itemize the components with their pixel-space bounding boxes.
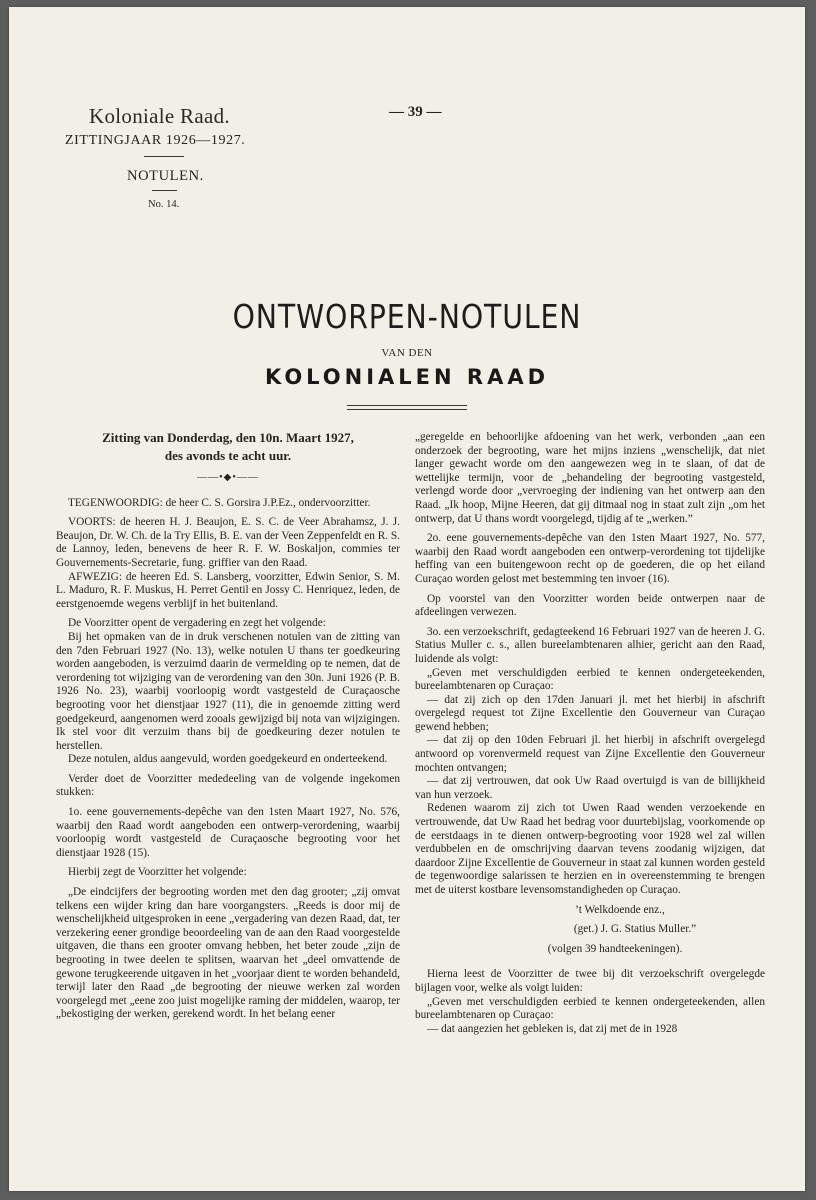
header-rule-1 [144, 156, 184, 157]
ornament-divider: ——•◆•—— [197, 472, 259, 483]
attachment-point-1: — dat aangezien het gebleken is, dat zij met de in 1928 [427, 1022, 678, 1035]
petition-point-2: — dat zij op den 10den Februari jl. het hierbij in afschrift overgelegd antwoord op vorenvermeld request van Zijne Excellentie den Gouverneur mochten ontvangen; [415, 734, 765, 774]
petition-opening: „Geven met verschuldigden eerbied te kennen ondergeteekenden, bureelambtenaren op Curaçao: [415, 666, 765, 693]
item-1-depeche: 1o. eene gouvernements-depêche van den 1sten Maart 1927, No. 576, waarbij den Raad wordt aangeboden een ontwerp-verordening, waarbij voorloopig wordt vastgesteld de Curaçaosche begrooting voor het dienstjaar 1928 (15). [56, 806, 400, 859]
attendance-absent: AFWEZIG: de heeren Ed. S. Lansberg, voorzitter, Edwin Senior, S. M. L. Maduro, R. F. Muskus, H. Perret Gentil en Jossy C. Henriquez, leden, de eerstgenoemde wegens verblijf in het buitenland. [56, 570, 400, 610]
page-number: — 39 — [389, 104, 442, 120]
paragraph-opening: De Voorzitter opent de vergadering en zegt het volgende: [68, 617, 326, 630]
paragraph-incoming-documents: Verder doet de Voorzitter mededeeling van de volgende ingekomen stukken: [56, 772, 400, 799]
left-column [56, 429, 400, 1028]
petition-point-3: — dat zij vertrouwen, dat ook Uw Raad overtuigd is van de billijkheid van hun verzoek. [415, 775, 765, 801]
title-double-rule-top [347, 405, 467, 406]
paragraph-minutes-correction: Bij het opmaken van de in druk verschenen notulen van de zitting van den 7den Februari 1927 (No. 13), welke notulen U thans ter goedkeuring worden aangeboden, is verzuimd daarin de vermelding op te nemen, dat de verordening tot wijziging van de verordening van den 30n. Juni 1926 (P. B. 1926 No. 23), waarbij voorloopig wordt vastgesteld de Curaçaosche begrooting voor het dienstjaar 1927 (11), die in genoemde zitting werd goedgekeurd, aangenomen werd zooals gewijzigd bij nota van wijzigingen. Ik stel voor dit verzuim thans bij de goedkeuring dezer notulen te herstellen. [56, 630, 400, 752]
header-rule-2 [152, 190, 177, 191]
petition-signature-count: (volgen 39 handteekeningen). [547, 942, 683, 955]
paragraph-minutes-approved: Deze notulen, aldus aangevuld, worden goedgekeurd en onderteekend. [68, 753, 388, 766]
header-title: Koloniale Raad. [89, 104, 230, 128]
title-double-rule-bottom [347, 409, 467, 410]
paragraph-attachments: Hierna leest de Voorzitter de twee bij dit verzoekschrift overgelegde bijlagen voor, welke als volgt luiden: [415, 968, 765, 994]
attendance-present: TEGENWOORDIG: de heer C. S. Gorsira J.P.Ez., ondervoorzitter. [68, 496, 371, 509]
document-page [9, 7, 805, 1191]
session-heading [56, 429, 400, 465]
notulen-number: No. 14. [148, 199, 180, 210]
header-session-year: ZITTINGJAAR 1926—1927. [65, 133, 246, 148]
petition-reasons: Redenen waarom zij zich tot Uwen Raad wenden verzoekende en vertrouwende, dat Uw Raad het bedrag voor duurtebijslag, voorkomende op de eerstdaags in te dienen ontwerp-begrooting voor 1928 wel zal willen verdubbelen en de omschrijving daarvan tevens zoodanig wijzigen, dat daardoor Zijne Excellentie de Gouverneur in staat zal kunnen worden gesteld de tegenwoordige salarissen te herzien en in overeenstemming te brengen met de uiterst kostbare levensomstandigheden op Curaçao. [415, 802, 765, 896]
petition-signature: (get.) J. G. Statius Muller.” [573, 923, 697, 936]
item-3-petition: 3o. een verzoekschrift, gedagteekend 16 Februari 1927 van de heeren J. G. Statius Muller c. s., allen bureelambtenaren alhier, gericht aan den Raad, luidende als volgt: [415, 625, 765, 665]
paragraph-proposal: Op voorstel van den Voorzitter worden beide ontwerpen naar de afdeelingen verwezen. [415, 592, 765, 619]
petition-closing: ’t Welkdoende enz., [575, 903, 665, 916]
attachment-opening: „Geven met verschuldigden eerbied te kennen ondergeteekenden, allen bureelambtenaren op Curaçao: [415, 995, 765, 1022]
chairman-speech-part-1: „De eindcijfers der begrooting worden met den dag grooter; „zij omvat telkens een wijder kring dan hare voorgangsters. „Reeds is door mij de wenschelijkheid uitgesproken in eene „vergadering van dezen Raad, dat, ter verzekering eener grondige beoordeeling van de aan den Raad voorgestelde uitgaven, die thans een grooter omvang hebben, het beter zoude „zijn de begrooting in twee deelen te splitsen, waarvan het „deel omvattende de gewone terugkeerende uitgaven in het „voorjaar dient te worden behandeld, terwijl later den Raad „de begrooting der nieuwe werken zal worden voorgelegd met „eene zoo juist mogelijke raming der middelen, waarop, ter „bekostiging der werken, gerekend wordt. In het belang eener [56, 886, 400, 1021]
document-title: ONTWORPEN-NOTULEN [232, 297, 582, 336]
right-column [415, 431, 765, 1036]
paragraph-chairman-says: Hierbij zegt de Voorzitter het volgende: [68, 866, 247, 879]
chairman-speech-part-2: „geregelde en behoorlijke afdoening van het werk, verbonden „aan een onderzoek der begrooting, ware het mijns inziens „wenschelijk, dat niet langer gewacht worde om den aangewezen weg in te slaan, of dat de wettelijke termijn, voor de „behandeling der begrooting vastgesteld, verlengd worde door „vervroeging der indiening van het ontwerp aan den Raad. „Ik hoop, Mijne Heeren, dat gij ditmaal nog in staat zult zijn „om het ontwerp, dat U thans wordt voorgelegd, tijdig af te „werken.” [415, 431, 765, 525]
title-van-den: VAN DEN [381, 347, 433, 359]
session-heading-line-1: Zitting van Donderdag, den 10n. Maart 1927, [102, 430, 354, 445]
item-2-depeche: 2o. eene gouvernements-depêche van den 1sten Maart 1927, No. 577, waarbij den Raad wordt aangeboden een ontwerp-verordening tot tijdelijke heffing van een buitengewoon recht op de goederen, die op het eiland Curaçao worden gelost met bestemming ten invoer (16). [415, 532, 765, 585]
title-kolonialen-raad: KOLONIALEN RAAD [264, 365, 550, 389]
header-notulen: NOTULEN. [127, 168, 204, 184]
petition-point-1: — dat zij zich op den 17den Januari jl. met het hierbij in afschrift overgelegd request tot Zijne Excellentie den Gouverneur van Curaçao gewend hebben; [415, 693, 765, 733]
session-heading-line-2: des avonds te acht uur. [164, 448, 292, 463]
attendance-also: VOORTS: de heeren H. J. Beaujon, E. S. C. de Veer Abrahamsz, J. J. Beaujon, Dr. W. Ch. de la Try Ellis, B. E. van der Veen Zeppenfeldt en R. S. de Lannoy, leden, benevens de heer R. F. W. Boskaljon, commies ter Gouvernements-Secretarie, fung. griffier van den Raad. [56, 516, 400, 569]
